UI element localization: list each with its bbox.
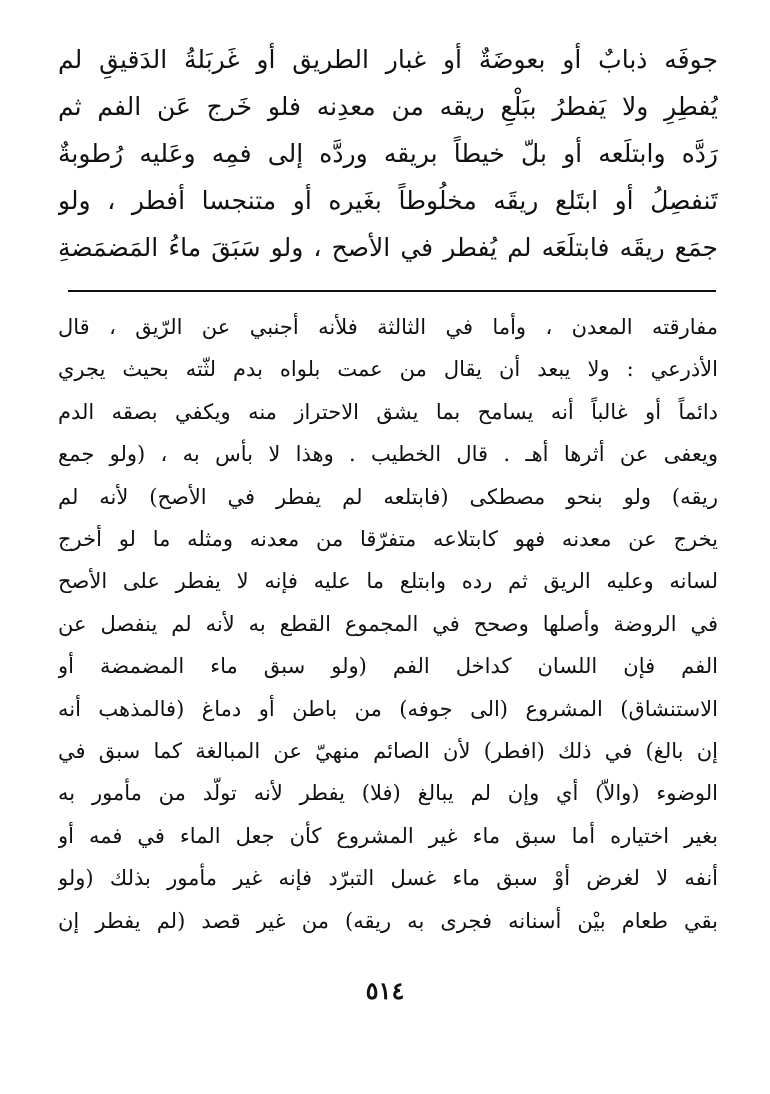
page-number: ٥١٤ — [365, 976, 405, 1005]
main-text-line: تَنفصِلُ أو ابتَلع ريقَه مخلُوطاً بغَيره أو متنجسا أفطر ، ولو — [58, 186, 718, 215]
commentary-line: يخرج عن معدنه فهو كابتلاعه متفرّقا من معدنه ومثله ما لو أخرج — [58, 527, 718, 552]
commentary-line: ريقه) ولو بنحو مصطكى (فابتلعه لم يفطر في الأصح) لأنه لم — [58, 484, 718, 509]
commentary-line: الوضوء (والاّ) أي وإن لم يبالغ (فلا) يفطر لأنه تولّد من مأمور به — [58, 781, 718, 806]
main-text-line: يُفطِرِ ولا يَفطرُ ببَلْعِ ريقه من معدِنه فلو خَرج عَن الفم ثم — [58, 92, 718, 121]
commentary-line: ويعفى عن أثرها أهـ . قال الخطيب . وهذا لا بأس به ، (ولو جمع — [58, 442, 718, 467]
main-text-line: جوفَه ذبابٌ أو بعوضَةٌ أو غبار الطريق أو غَربَلةُ الدَقيقِ لم — [58, 45, 718, 74]
commentary-line: الاستنشاق) المشروع (الى جوفه) من باطن أو دماغ (فالمذهب أنه — [58, 696, 718, 721]
commentary-block — [58, 306, 718, 942]
commentary-line: الفم فإن اللسان كداخل الفم (ولو سبق ماء المضمضة أو — [58, 654, 718, 679]
commentary-line: أنفه لا لغرض أوْ سبق ماء غسل التبرّد فإنه غير مأمور بذلك (ولو — [58, 866, 718, 891]
commentary-line: في الروضة وأصلها وصحح في المجموع القطع به لأنه لم ينفصل عن — [58, 611, 718, 636]
commentary-line: بقي طعام بيْن أسنانه فجرى به ريقه) من غير قصد (لم يفطر إن — [58, 908, 718, 933]
commentary-line: مفارقته المعدن ، وأما في الثالثة فلأنه أجنبي عن الرّيق ، قال — [58, 315, 718, 339]
main-text-line: رَدَّه وابتلَعه أو بلّ خيطاً بريقه وردَّه إلى فمِه وعَليه رُطوبةٌ — [58, 139, 718, 168]
section-divider — [68, 290, 716, 292]
commentary-line: الأذرعي : ولا يبعد أن يقال من عمت بلواه بدم لثّته بحيث يجري — [58, 357, 718, 382]
commentary-line: لسانه وعليه الريق ثم رده وابتلع ما عليه فإنه لا يفطر على الأصح — [58, 569, 718, 594]
main-text-block — [58, 36, 718, 271]
commentary-line: دائماً أو غالباً أنه يسامح بما يشق الاحتراز منه ويكفي بصقه الدم — [58, 399, 718, 424]
main-text-line: جمَع ريقَه فابتلَعَه لم يُفطر في الأصح ، ولو سَبَقَ ماءُ المَضمَضةِ — [58, 233, 718, 262]
commentary-line: إن بالغ) في ذلك (افطر) لأن الصائم منهيّ عن المبالغة كما سبق في — [58, 739, 718, 764]
commentary-line: بغير اختياره أما سبق ماء غير المشروع كأن جعل الماء في فمه أو — [58, 823, 718, 848]
